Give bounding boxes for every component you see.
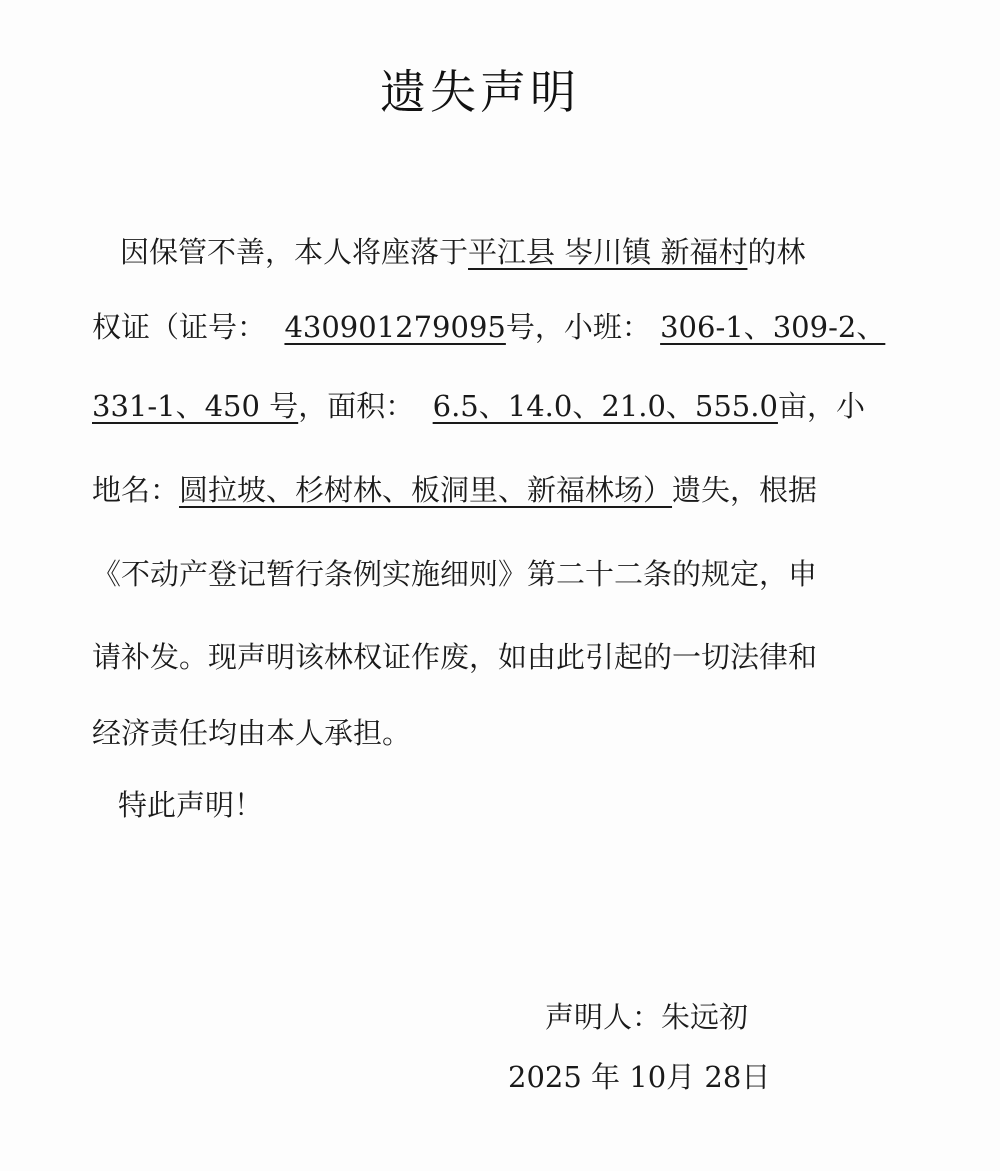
line3-mid: ，面积： xyxy=(298,389,415,423)
line2-prefix: 权证（证号： xyxy=(92,310,267,344)
line3-suffix: 亩，小 xyxy=(777,389,865,423)
line4-prefix: 地名： xyxy=(92,473,180,507)
date-month: 10 xyxy=(629,1060,667,1094)
plots-part2: 331-1、450 号 xyxy=(92,389,299,423)
body-line-2 xyxy=(92,297,885,357)
date-year-unit: 年 xyxy=(591,1060,621,1094)
closing-statement: 特此声明！ xyxy=(118,788,264,822)
place-names: 圆拉坡、杉树林、板洞里、新福林场） xyxy=(179,473,673,507)
date-day: 28 xyxy=(704,1060,742,1094)
body-line-4 xyxy=(92,460,817,520)
document-title: 遗失声明 xyxy=(380,65,580,119)
signer-label: 声明人： xyxy=(545,1000,662,1034)
location-text: 平江县 岑川镇 新福村 xyxy=(468,235,748,269)
line1-prefix: 因保管不善，本人将座落于 xyxy=(120,235,469,269)
line1-suffix: 的林 xyxy=(747,235,806,269)
line4-suffix: 遗失，根据 xyxy=(672,473,818,507)
date-block xyxy=(508,1052,770,1102)
body-line-6: 请补发。现声明该林权证作废，如由此引起的一切法律和 xyxy=(92,640,818,674)
areas-text: 6.5、14.0、21.0、555.0 xyxy=(432,389,778,423)
date-month-unit: 月 xyxy=(666,1060,696,1094)
body-line-3 xyxy=(92,376,865,436)
certificate-number: 430901279095 xyxy=(284,310,506,344)
signer-name: 朱远初 xyxy=(661,1000,749,1034)
body-line-1 xyxy=(120,222,805,282)
body-line-7: 经济责任均由本人承担。 xyxy=(92,716,412,750)
line2-mid: 号，小班： xyxy=(505,310,651,344)
date-year: 2025 xyxy=(508,1060,582,1094)
date-day-unit: 日 xyxy=(741,1060,771,1094)
plots-part1: 306-1、309-2、 xyxy=(660,310,886,344)
signature-block xyxy=(545,992,748,1042)
body-line-5: 《不动产登记暂行条例实施细则》第二十二条的规定，申 xyxy=(92,557,818,591)
